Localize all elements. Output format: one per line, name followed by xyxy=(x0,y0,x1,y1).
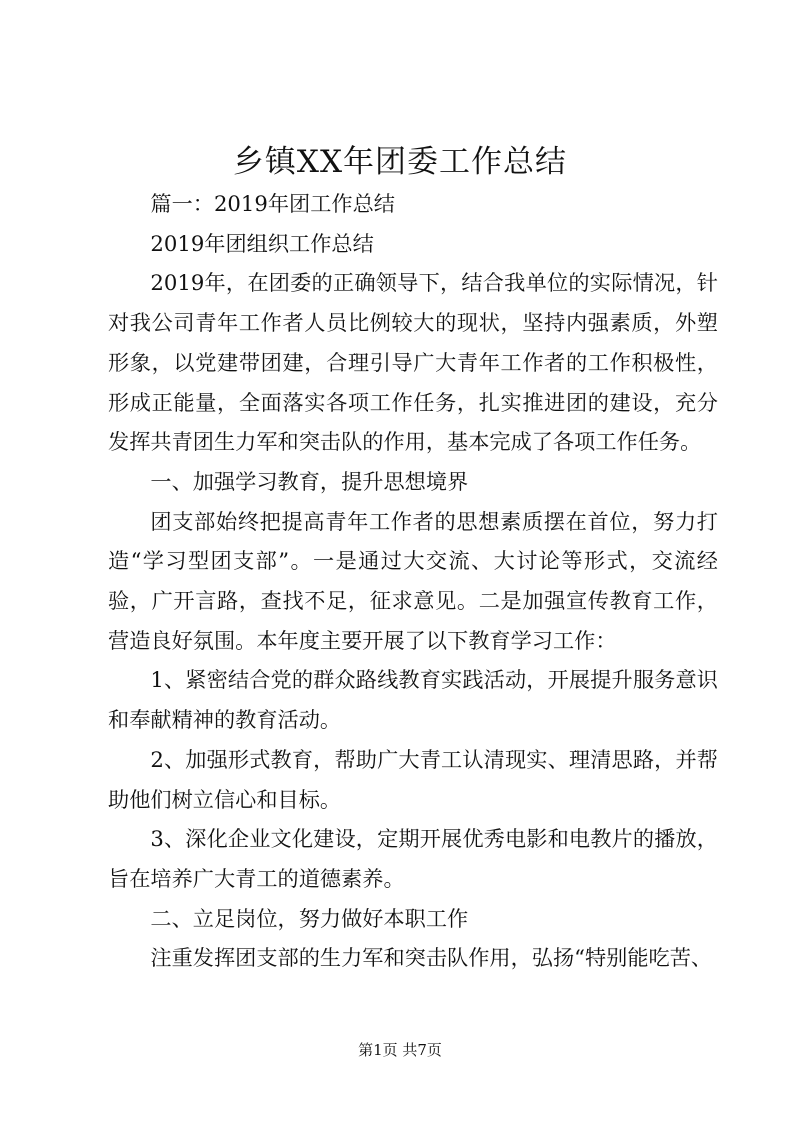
page-footer: 第1页 共7页 xyxy=(358,1041,442,1059)
paragraph-heading-1: 一、加强学习教育，提升思想境界 xyxy=(150,468,469,494)
paragraph-item-3: 3、深化企业文化建设，定期开展优秀电影和电教片的播放，旨在培养广大青工的道德素养。 xyxy=(108,826,718,891)
paragraph-intro: 2019年，在团委的正确领导下，结合我单位的实际情况，针对我公司青年工作者人员比例较大的现状，坚持内强素质，外塑形象，以党建带团建，合理引导广大青年工作者的工作积极性，形成正能量，全面落实各项工作任务，扎实推进团的建设，充分发挥共青团生力军和突击队的作用，基本完成了各项工作任务。 xyxy=(108,270,718,455)
paragraph-section-heading: 篇一：2019年团工作总结 xyxy=(150,191,395,216)
document-body xyxy=(108,184,718,978)
paragraph-subtitle: 2019年团组织工作总结 xyxy=(150,230,374,256)
paragraph-body-1: 团支部始终把提高青年工作者的思想素质摆在首位，努力打造“学习型团支部”。一是通过大交流、大讨论等形式，交流经验，广开言路，查找不足，征求意见。二是加强宣传教育工作，营造良好氛围。本年度主要开展了以下教育学习工作： xyxy=(108,508,718,653)
document-title: 乡镇XX年团委工作总结 xyxy=(232,144,568,180)
paragraph-item-1: 1、紧密结合党的群众路线教育实践活动，开展提升服务意识和奉献精神的教育活动。 xyxy=(108,667,718,733)
paragraph-body-2: 注重发挥团支部的生力军和突击队作用，弘扬“特别能吃苦、 xyxy=(150,945,713,971)
paragraph-heading-2: 二、立足岗位，努力做好本职工作 xyxy=(150,905,469,931)
paragraph-item-2: 2、加强形式教育，帮助广大青工认清现实、理清思路，并帮助他们树立信心和目标。 xyxy=(108,746,718,812)
